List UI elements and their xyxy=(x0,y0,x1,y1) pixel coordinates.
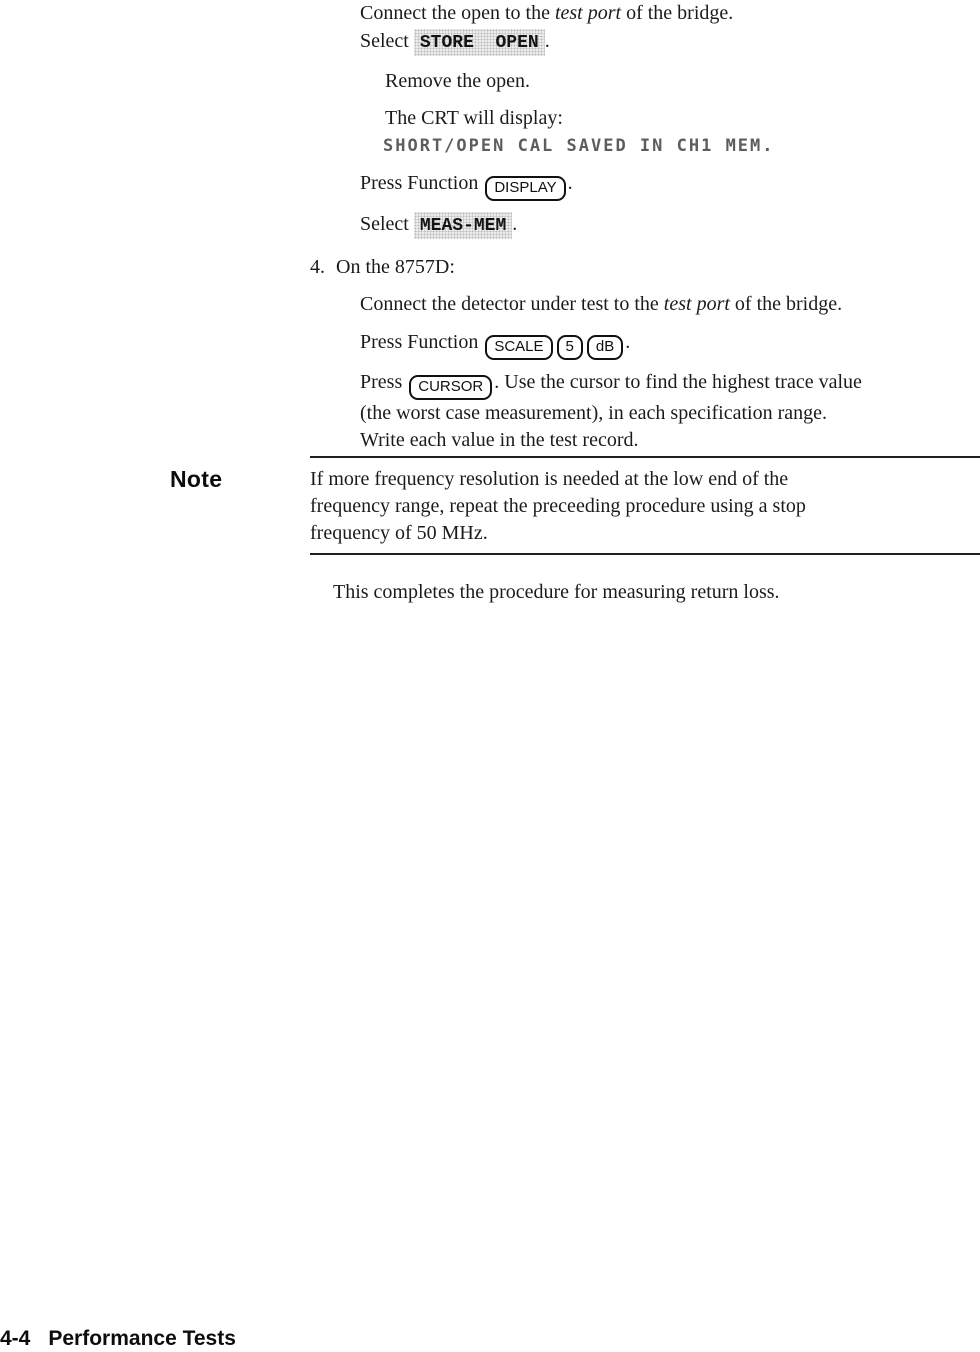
note-body xyxy=(310,466,806,547)
instruction-text: Press Function xyxy=(360,331,484,353)
softkey-store-open: STORE OPEN xyxy=(414,29,545,56)
instruction-text: . xyxy=(625,331,631,353)
instruction-connect-detector xyxy=(360,293,842,316)
step-number: 4. xyxy=(310,256,325,278)
softkey-meas-mem: MEAS-MEM xyxy=(414,212,512,239)
closing-sentence xyxy=(333,581,780,604)
instruction-line: (the worst case measurement), in each specification range. xyxy=(360,402,828,424)
instruction-text: Connect the detector under test to the xyxy=(360,293,664,315)
keycap-scale: SCALE xyxy=(485,335,552,360)
instruction-select-meas-mem xyxy=(360,213,517,236)
crt-message xyxy=(383,136,775,156)
instruction-press-cursor xyxy=(360,369,862,454)
instruction-connect-open xyxy=(360,2,733,25)
test-port-emphasis: test port xyxy=(554,2,622,24)
instruction-text: of the bridge. xyxy=(729,293,843,315)
instruction-text: Remove the open. xyxy=(385,70,530,92)
step-text: On the 8757D: xyxy=(336,256,455,278)
keycap-db: dB xyxy=(587,335,623,360)
crt-message-text: SHORT/OPEN CAL SAVED IN CH1 MEM. xyxy=(383,136,775,156)
instruction-press-scale xyxy=(360,331,630,360)
instruction-text: . Use the cursor to find the highest trace value xyxy=(494,371,862,393)
note-top-rule xyxy=(310,456,980,458)
note-line: If more frequency resolution is needed at the low end of the xyxy=(310,468,789,490)
instruction-text: Connect the open to the xyxy=(360,2,555,24)
instruction-remove-open xyxy=(385,70,530,93)
instruction-text: . xyxy=(512,213,518,235)
instruction-text: Select xyxy=(360,213,414,235)
footer-page-number: 4-4 xyxy=(0,1327,31,1350)
note-bottom-rule xyxy=(310,553,980,555)
instruction-press-display xyxy=(360,172,573,201)
note-line: frequency range, repeat the preceeding procedure using a stop xyxy=(310,495,806,517)
keycap-display: DISPLAY xyxy=(485,176,565,201)
closing-text: This completes the procedure for measuring return loss. xyxy=(333,581,780,603)
note-line: frequency of 50 MHz. xyxy=(310,522,488,544)
step-4-heading xyxy=(310,256,455,279)
instruction-line: Write each value in the test record. xyxy=(360,429,639,451)
instruction-text: Press Function xyxy=(360,172,484,194)
instruction-text: The CRT will display: xyxy=(385,107,563,129)
note-label: Note xyxy=(170,466,223,492)
instruction-select-store-open xyxy=(360,30,550,53)
instruction-text: Select xyxy=(360,30,414,52)
footer-section-title: Performance Tests xyxy=(48,1327,236,1350)
test-port-emphasis: test port xyxy=(663,293,730,315)
instruction-line xyxy=(360,369,862,400)
keycap-cursor: CURSOR xyxy=(409,375,492,400)
instruction-crt-display xyxy=(385,107,563,130)
instruction-text: . xyxy=(567,172,573,194)
instruction-text: . xyxy=(544,30,550,52)
instruction-text: Press xyxy=(360,371,408,393)
instruction-text: of the bridge. xyxy=(621,2,734,24)
keycap-5: 5 xyxy=(557,335,583,360)
page-footer xyxy=(0,1327,236,1351)
